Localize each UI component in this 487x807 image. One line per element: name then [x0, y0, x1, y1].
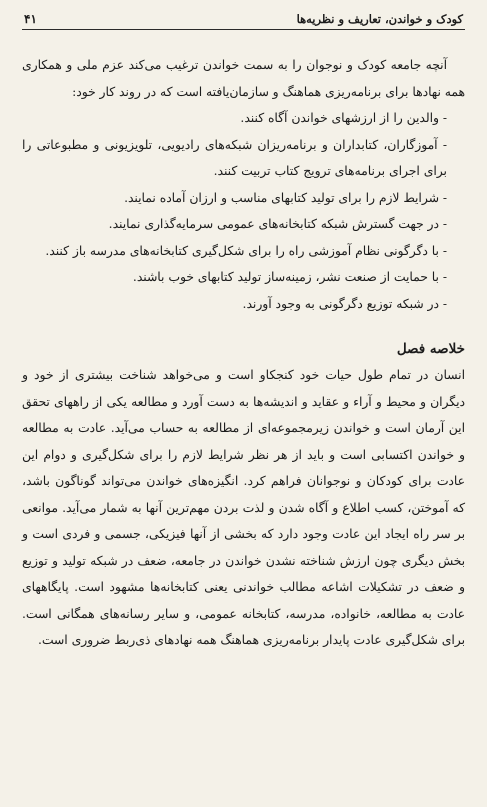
intro-paragraph: آنچه جامعه کودک و نوجوان را به سمت خواندن ترغیب می‌کند عزم ملی و همکاری همه نهادها برای برنامه‌ریزی هماهنگ و سازمان‌یافته است که در روند کار خود:	[22, 58, 465, 99]
list-item: - شرایط لازم را برای تولید کتابهای مناسب و ارزان آماده نمایند.	[124, 190, 447, 205]
section-heading: خلاصه فصل	[396, 341, 465, 357]
running-title: کودک و خواندن، تعاریف و نظریه‌ها	[296, 12, 463, 26]
list-item: - در شبکه توزیع دگرگونی به وجود آورند.	[242, 296, 447, 311]
page-header	[22, 12, 465, 30]
list-item: - با دگرگونی نظام آموزشی راه را برای شکل‌گیری کتابخانه‌های مدرسه باز کنند.	[45, 243, 447, 258]
list-item: - در جهت گسترش شبکه کتابخانه‌های عمومی سرمایه‌گذاری نمایند.	[108, 217, 447, 231]
list-item: - با حمایت از صنعت نشر، زمینه‌ساز تولید کتابهای خوب باشند.	[132, 270, 447, 284]
summary-paragraph: انسان در تمام طول حیات خود کنجکاو است و می‌خواهد شناخت بیشتری از خود و دیگران و محیط و آراء و عقاید و اندیشه‌ها به دست آورد و مطالعه یکی از راههای تحقق این آرمان است و خواندن زیرمجموعه‌ای از مطالعه به حساب می‌آید. عادت به مطالعه و خواندن اکتسابی است و باید از هر نظر شرایط لازم را برای شکل‌گیری و دوام این عادت برای کودکان و نوجوانان فراهم کرد. انگیزه‌های خواندن می‌تواند گوناگون باشد، که آموختن، کسب اطلاع و آگاه شدن و لذت بردن مهم‌ترین آنها به شمار می‌آید. موانعی بر سر راه ایجاد این عادت وجود دارد که بخشی از آنها فیزیکی، جسمی و فردی است و بخش دیگری چون ارزش شناخته نشدن خواندن در جامعه، ضعف در شبکه تولید و توزیع و ضعف در تشکیلات اشاعه مطالب خواندنی یعنی کتابخانه‌ها مشهود است. پایگاههای عادت به مطالعه، خانواده، مدرسه، کتابخانه عمومی، و سایر رسانه‌های همگانی است. برای شکل‌گیری عادت پایدار برنامه‌ریزی هماهنگ همه نهادهای ذی‌ربط ضروری است.	[22, 368, 465, 647]
list-item: - آموزگاران، کتابداران و برنامه‌ریزان شبکه‌های رادیویی، تلویزیونی و مطبوعاتی را برای اجرای برنامه‌های ترویج کتاب تربیت کنند.	[22, 137, 447, 178]
page-body	[22, 52, 465, 654]
page-number: ۴۱	[24, 12, 37, 26]
list-item: - والدین را از ارزشهای خواندن آگاه کنند.	[240, 111, 447, 125]
